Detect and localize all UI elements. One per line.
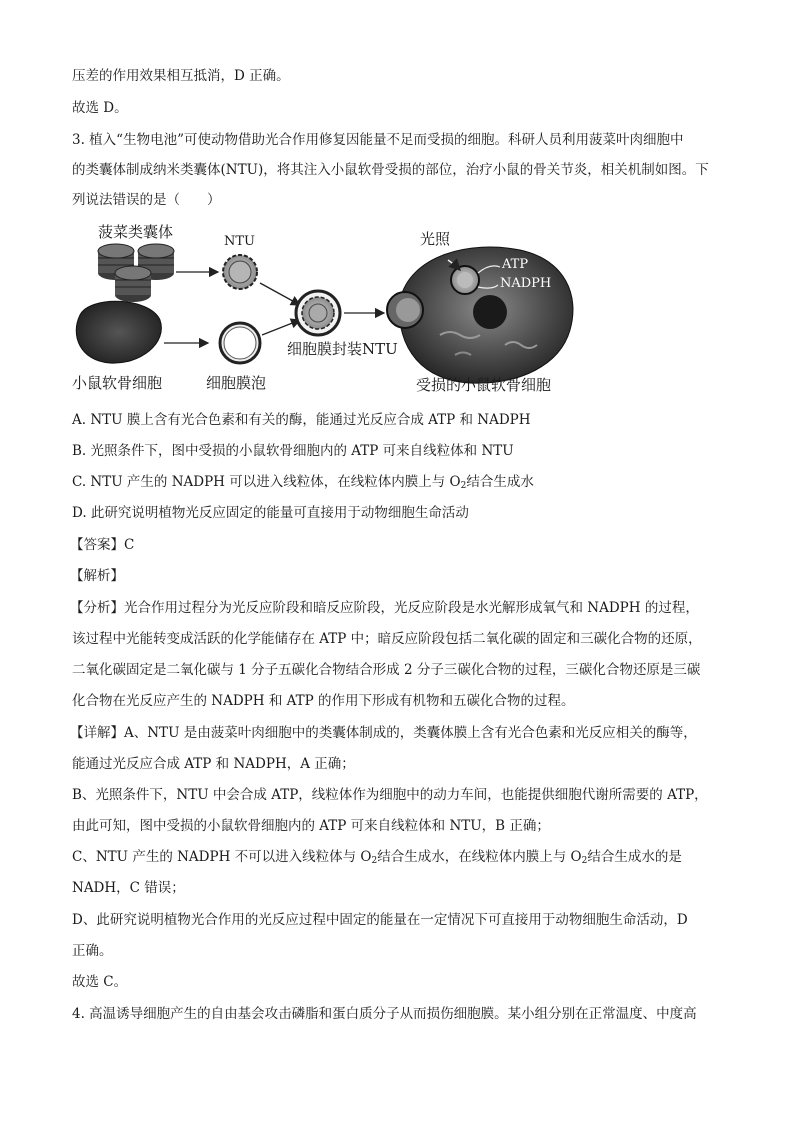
text-line: 故选 D。	[72, 100, 128, 116]
text-segment: C、NTU 产生的 NADPH 不可以进入线粒体与 O	[72, 849, 372, 865]
question-3-stem: 列说法错误的是（ ）	[72, 192, 221, 208]
text-line: 由此可知，图中受损的小鼠软骨细胞内的 ATP 可来自线粒体和 NTU，B 正确；	[72, 818, 550, 834]
label-damaged-cell: 受损的小鼠软骨细胞	[416, 376, 552, 394]
subscript: 2	[581, 856, 588, 866]
subscript: 2	[460, 481, 467, 491]
sealed-ntu-icon	[296, 291, 340, 335]
ntu-icon	[223, 255, 257, 289]
text-segment: 结合生成水，在线粒体内膜上与 O	[377, 849, 582, 865]
text-line: NADH，C 错误；	[72, 880, 185, 896]
question-3-stem: 的类囊体制成纳米类囊体(NTU)，将其注入小鼠软骨受损的部位，治疗小鼠的骨关节炎，相关机制如图。下	[72, 162, 709, 178]
xiangjie-tag: 【详解】	[70, 725, 124, 741]
text-line: D、此研究说明植物光合作用的光反应过程中固定的能量在一定情况下可直接用于动物细胞生命活动，D	[72, 912, 688, 928]
answer-line	[70, 535, 722, 555]
label-sealed-ntu: 细胞膜封装NTU	[287, 340, 398, 358]
label-mouse-cartilage-cell: 小鼠软骨细胞	[72, 374, 163, 392]
question-4-stem: 4. 高温诱导细胞产生的自由基会攻击磷脂和蛋白质分子从而损伤细胞膜。某小组分别在正常温度、中度高	[72, 1006, 697, 1022]
text-line: 能通过光反应合成 ATP 和 NADPH，A 正确；	[72, 756, 355, 772]
text-line	[72, 847, 722, 871]
label-ntu: NTU	[224, 234, 256, 249]
option-b: B. 光照条件下，图中受损的小鼠软骨细胞内的 ATP 可来自线粒体和 NTU	[72, 443, 514, 459]
option-c	[72, 472, 722, 496]
answer-value: C	[124, 537, 135, 553]
option-a: A. NTU 膜上含有光合色素和有关的酶，能通过光反应合成 ATP 和 NADPH	[72, 412, 531, 428]
label-spinach-thylakoid: 菠菜类囊体	[98, 223, 174, 241]
answer-tag: 【答案】	[70, 537, 124, 553]
option-c-text-end: 结合生成水	[466, 474, 534, 490]
thylakoid-stack-icon	[98, 244, 174, 302]
detail-text: A、NTU 是由菠菜叶肉细胞中的类囊体制成的，类囊体膜上含有光合色素和光反应相关的酶等，	[124, 725, 697, 741]
analysis-tag: 【解析】	[70, 568, 124, 584]
text-segment: 结合生成水的是	[587, 849, 682, 865]
subscript: 2	[371, 856, 378, 866]
option-d: D. 此研究说明植物光反应固定的能量可直接用于动物细胞生命活动	[72, 505, 469, 521]
option-c-text: C. NTU 产生的 NADPH 可以进入线粒体，在线粒体内膜上与 O	[72, 474, 461, 490]
fenxi-text: 光合作用过程分为光反应阶段和暗反应阶段，光反应阶段是水光解形成氧气和 NADPH 的过程，	[124, 600, 699, 616]
label-membrane-vesicle: 细胞膜泡	[206, 374, 267, 392]
detail-paragraph	[70, 723, 722, 743]
label-nadph: NADPH	[500, 276, 552, 291]
text-line: 该过程中光能转变成活跃的化学能储存在 ATP 中；暗反应阶段包括二氧化碳的固定和三碳化合物的还原，	[72, 631, 702, 647]
text-line: 正确。	[72, 943, 113, 959]
text-line: 二氧化碳固定是二氧化碳与 1 分子五碳化合物结合形成 2 分子三碳化合物的过程，三碳化合物还原是三碳	[72, 662, 701, 678]
label-atp: ATP	[502, 257, 529, 272]
membrane-vesicle-icon	[220, 323, 260, 363]
fenxi-tag: 【分析】	[70, 600, 124, 616]
mouse-cartilage-cell-icon	[76, 301, 161, 363]
label-light: 光照	[420, 230, 451, 248]
text-line: 故选 C。	[72, 974, 128, 990]
text-line: B、光照条件下，NTU 中会合成 ATP，线粒体作为细胞中的动力车间，也能提供细胞代谢所需要的 ATP，	[72, 787, 708, 803]
text-line: 化合物在光反应产生的 NADPH 和 ATP 的作用下形成有机物和五碳化合物的过程。	[72, 693, 575, 709]
question-3-stem: 3. 植入“生物电池”可使动物借助光合作用修复因能量不足而受损的细胞。科研人员利用菠菜叶肉细胞中	[72, 132, 684, 148]
damaged-cartilage-cell-icon	[387, 247, 573, 383]
analysis-paragraph	[70, 598, 722, 618]
text-line: 压差的作用效果相互抵消，D 正确。	[72, 68, 290, 84]
